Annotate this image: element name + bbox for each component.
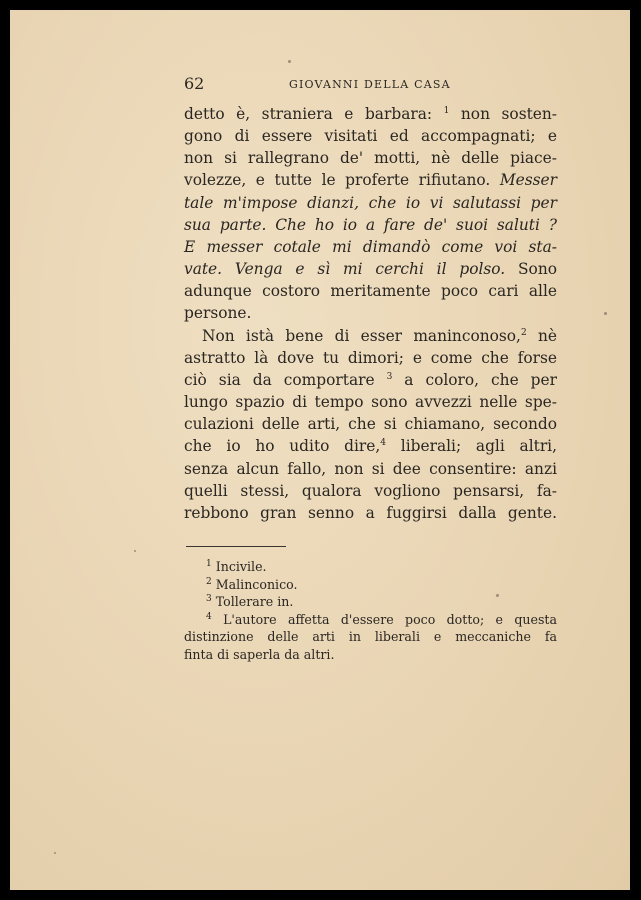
text-line: che io ho udito dire,$^4$ liberali; agli altri, <box>184 437 557 456</box>
footnote-ref: 2 <box>520 327 527 338</box>
paper-speck <box>54 852 56 854</box>
paper-speck <box>288 60 291 63</box>
text-line: volezze, e tutte le proferte rifiutano. Messer <box>184 171 557 190</box>
footnote-ref: 4 <box>380 438 387 449</box>
text-line: non si rallegrano de' motti, nè delle piace- <box>184 149 557 168</box>
text-line: culazioni delle arti, che si chiamano, secondo <box>184 415 557 434</box>
text-line: astratto là dove tu dimori; e come che forse <box>184 348 557 367</box>
text-line: quelli stessi, qualora vogliono pensarsi, fa- <box>184 481 557 500</box>
page-header <box>184 74 560 96</box>
footnote-divider <box>186 546 286 547</box>
page-number: 62 <box>184 74 205 93</box>
footnote-continuation: finta di saperla da altri. <box>184 646 335 662</box>
footnote: $^3$ Tollerare in. <box>206 594 294 610</box>
text-line: tale m'impose dianzi, che io vi salutassi per <box>184 193 557 212</box>
book-page <box>10 10 630 890</box>
running-head: GIOVANNI DELLA CASA <box>289 78 451 91</box>
text-line: rebbono gran senno a fuggirsi dalla gente. <box>184 503 557 522</box>
text-line: E messer cotale mi dimandò come voi sta- <box>184 237 557 256</box>
text-line: vate. Venga e sì mi cerchi il polso. Sono <box>184 260 557 279</box>
text-line: senza alcun fallo, non si dee consentire: anzi <box>184 459 557 478</box>
text-line: sua parte. Che ho io a fare de' suoi saluti ? <box>184 215 557 234</box>
text-line: ciò sia da comportare $^3$ a coloro, che per <box>184 370 557 389</box>
footnotes <box>184 558 557 664</box>
text-line: adunque costoro meritamente poco cari alle <box>184 282 557 301</box>
body-text <box>184 103 557 524</box>
text-line: Non istà bene di esser maninconoso,$^2$ nè <box>202 326 557 345</box>
footnote: $^2$ Malinconico. <box>206 576 298 592</box>
text-line: lungo spazio di tempo sono avvezzi nelle spe- <box>184 393 557 412</box>
paper-speck <box>604 312 607 315</box>
text-line: detto è, straniera e barbara: $^1$ non sosten- <box>184 105 557 123</box>
footnote: $^1$ Incivile. <box>206 558 267 574</box>
text-line: gono di essere visitati ed accompagnati; e <box>184 127 557 146</box>
text-line: persone. <box>184 304 252 323</box>
footnote-ref: 1 <box>443 105 450 116</box>
footnote-ref: 3 <box>386 371 393 382</box>
paper-speck <box>496 594 499 597</box>
footnote: $^4$ L'autore affetta d'essere poco dotto; e questa <box>206 611 557 627</box>
footnote-continuation: distinzione delle arti in liberali e meccaniche fa <box>184 629 557 645</box>
paper-speck <box>134 550 136 552</box>
